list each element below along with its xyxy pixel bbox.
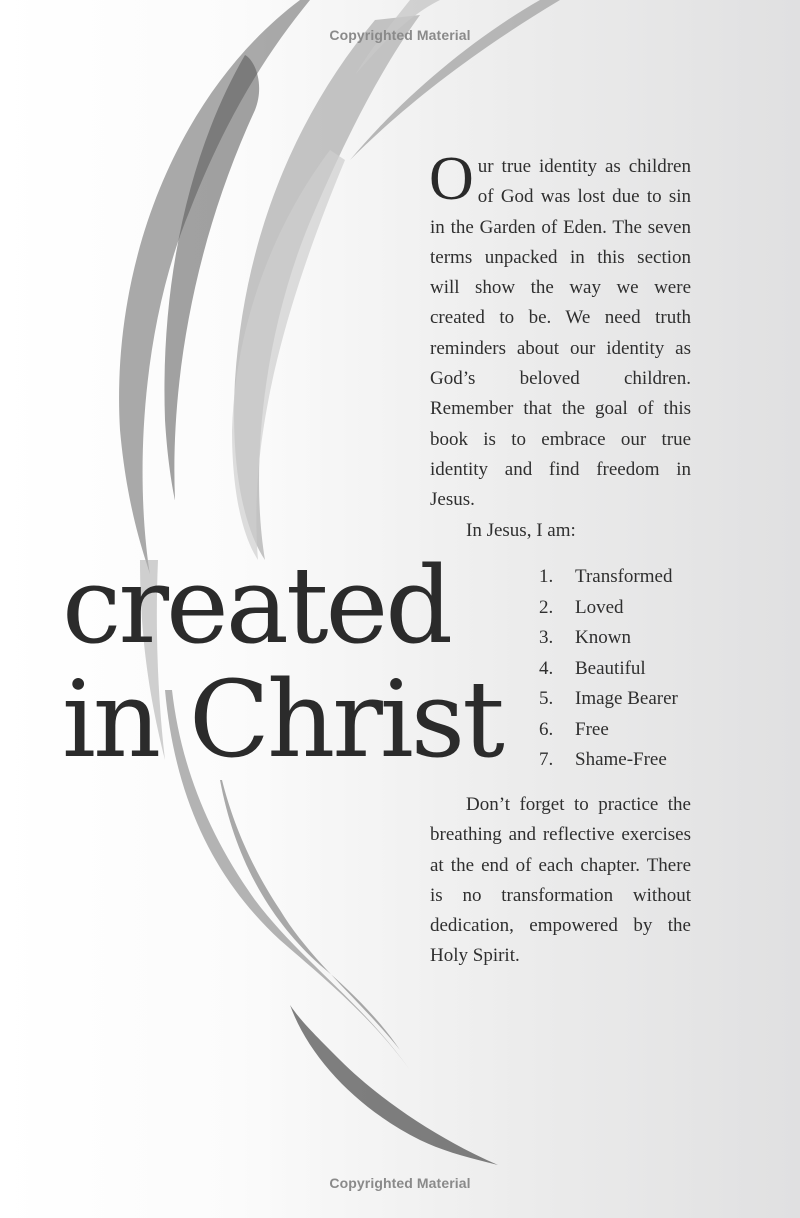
list-item-number: 1. (539, 566, 554, 587)
identity-list (539, 562, 678, 776)
list-item (539, 623, 678, 654)
list-item-number: 7. (539, 749, 554, 770)
list-item-number: 5. (539, 688, 554, 709)
lead-in-text: In Jesus, I am: (466, 519, 576, 541)
list-item (539, 562, 678, 593)
list-item (539, 593, 678, 624)
section-title-line-2: in Christ (62, 658, 502, 781)
drop-cap: O (429, 145, 474, 213)
list-item (539, 715, 678, 746)
copyright-watermark-bottom: Copyrighted Material (329, 1175, 471, 1191)
section-title-line-1: created (62, 544, 451, 667)
list-item-label: Shame-Free (575, 749, 667, 770)
intro-paragraph (429, 145, 691, 546)
closing-paragraph (430, 790, 691, 972)
list-item (539, 654, 678, 685)
list-item-number: 4. (539, 657, 554, 679)
intro-text: ur true identity as children of God was lost due to sin in the Garden of Eden. The seven terms unpacked in this section will show the way we were created to be. We need truth reminders about our identity as God’s beloved children. Remember that the goal of this book is to embrace our true identity and find freedom in Jesus. (430, 156, 691, 511)
list-item (539, 684, 678, 715)
list-item-number: 3. (539, 627, 554, 648)
list-item-label: Loved (575, 596, 624, 618)
closing-text: Don’t forget to practice the breathing and reflective exercises at the end of each chapter. There is no transformation without dedication, empowered by the Holy Spirit. (430, 794, 691, 967)
list-item-label: Free (575, 718, 609, 740)
list-item (539, 745, 678, 776)
list-item-label: Beautiful (575, 657, 646, 679)
list-item-number: 2. (539, 596, 554, 618)
list-item-label: Known (575, 627, 631, 648)
list-item-number: 6. (539, 718, 554, 740)
list-item-label: Image Bearer (575, 688, 678, 709)
copyright-watermark-top: Copyrighted Material (329, 27, 471, 43)
list-item-label: Transformed (575, 566, 673, 587)
